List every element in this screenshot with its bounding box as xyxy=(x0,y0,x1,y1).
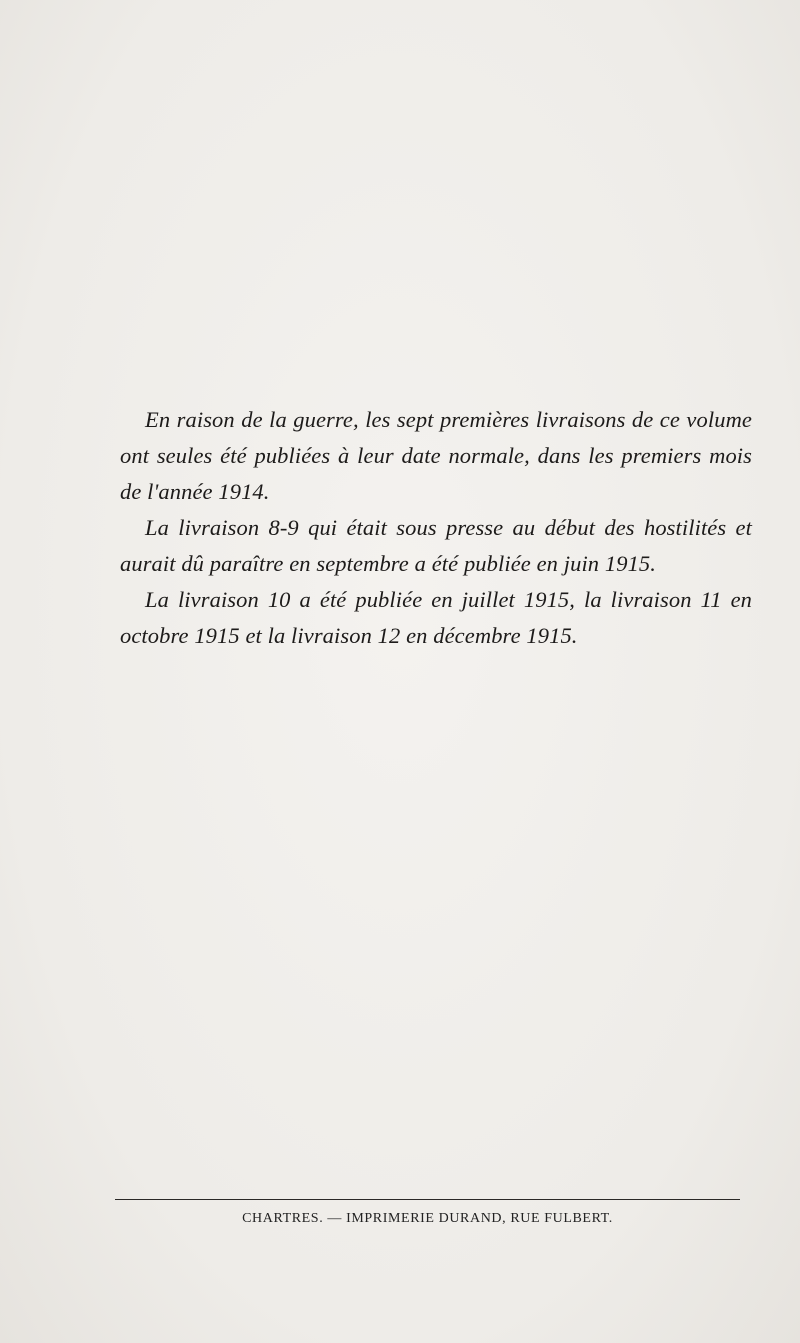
footer-rule xyxy=(115,1199,740,1200)
notice-paragraph-livraison-8-9: La livraison 8-9 qui était sous presse au début des hostilités et aurait dû paraître en septembre a été publiée en juin 1915. xyxy=(120,515,752,576)
notice-paragraph-livraison-10-12: La livraison 10 a été publiée en juillet 1915, la livraison 11 en octobre 1915 et la livraison 12 en décembre 1915. xyxy=(120,587,752,648)
notice-paragraph-war: En raison de la guerre, les sept premières livraisons de ce volume ont seules été publiées à leur date normale, dans les premiers mois de l'année 1914. xyxy=(120,407,752,504)
printer-imprint: CHARTRES. — IMPRIMERIE DURAND, RUE FULBERT. xyxy=(242,1211,613,1226)
publication-notice xyxy=(120,402,752,654)
